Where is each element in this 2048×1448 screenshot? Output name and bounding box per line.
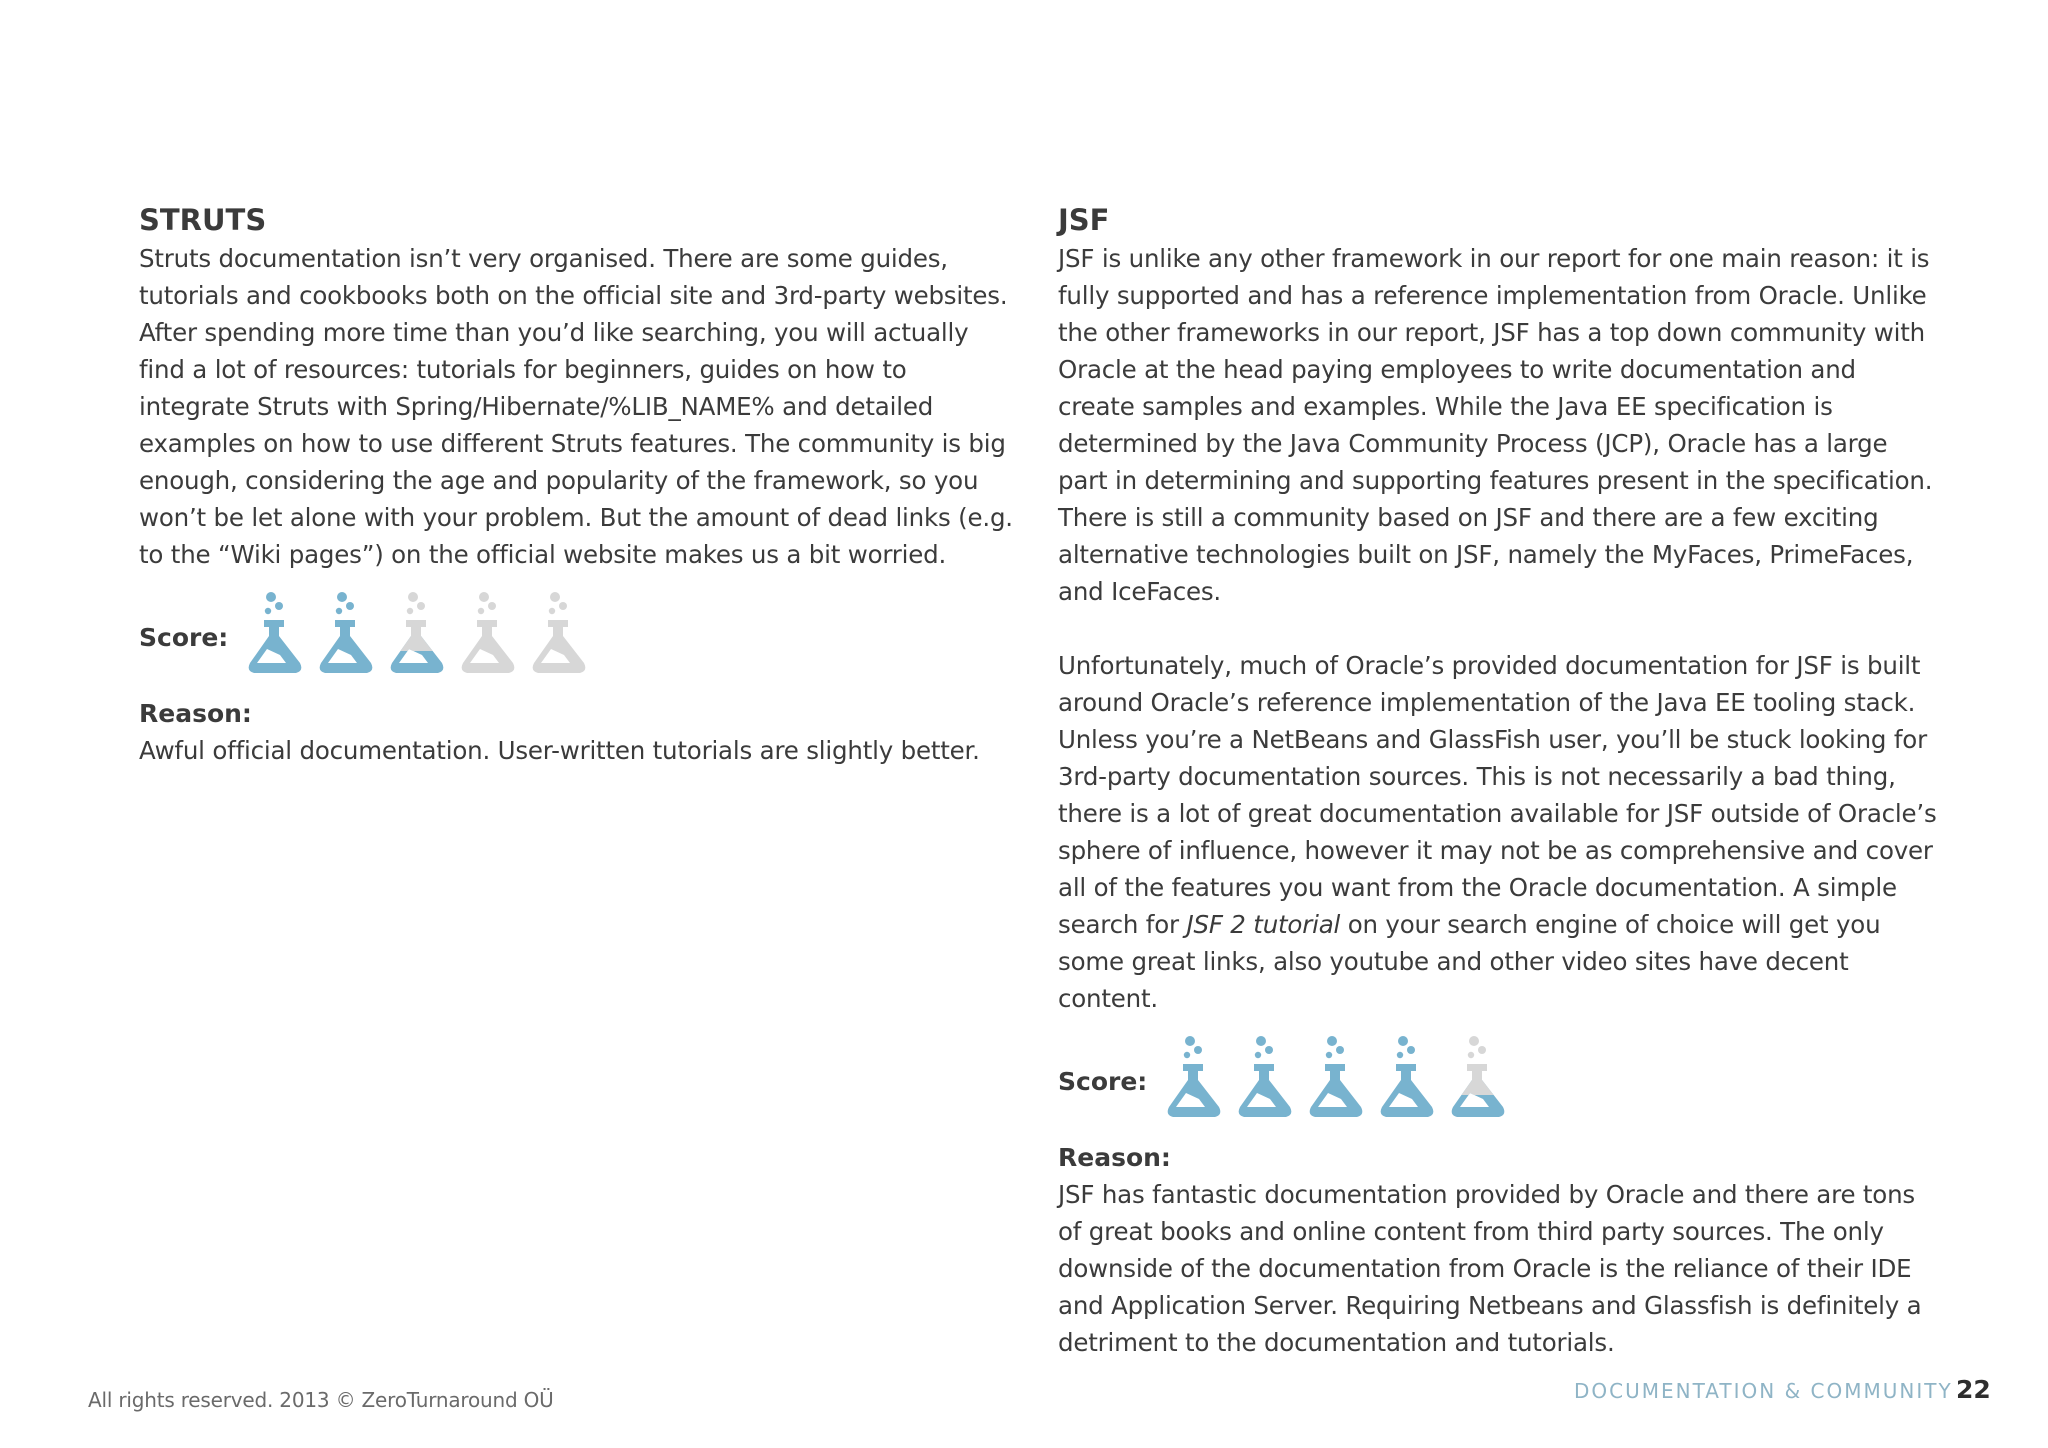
flask-icon bbox=[244, 591, 306, 675]
flask-icon bbox=[1376, 1035, 1438, 1119]
struts-reason-text: Awful official documentation. User-written tutorials are slightly better. bbox=[139, 736, 980, 765]
jsf-paragraph-1: JSF is unlike any other framework in our report for one main reason: it is fully supported and has a reference implementation from Oracle. Unlike the other frameworks in our report, JSF has a top down community with Oracle at the head paying employees to write documentation and create samples and examples. While the Java EE specification is determined by the Java Community Process (JCP), Oracle has a large part in determining and supporting features present in the specification. There is still a community based on JSF and there are a few exciting alternative technologies built on JSF, namely the MyFaces, PrimeFaces, and IceFaces. bbox=[1058, 244, 1933, 606]
flask-icon bbox=[386, 591, 448, 675]
jsf-paragraph-2-start: Unfortunately, much of Oracle’s provided documentation for JSF is built around Oracle’s reference implementation of the Java EE tooling stack. Unless you’re a NetBeans and GlassFish user, you’ll be stuck looking for 3rd-party documentation sources. This is not necessarily a bad thing, there is a lot of great documentation available for JSF outside of Oracle’s sphere of influence, however it may not be as comprehensive and cover all of the features you want from the Oracle documentation. A simple search for bbox=[1058, 651, 1937, 939]
footer-section-name: DOCUMENTATION & COMMUNITY bbox=[1574, 1379, 1953, 1403]
flask-icon bbox=[1447, 1035, 1509, 1119]
struts-title: STRUTS bbox=[139, 203, 267, 237]
jsf-title: JSF bbox=[1058, 203, 1110, 237]
flask-icon bbox=[457, 591, 519, 675]
footer-copyright: All rights reserved. 2013 © ZeroTurnaround OÜ bbox=[88, 1388, 554, 1412]
struts-paragraph: Struts documentation isn’t very organised. There are some guides, tutorials and cookbooks both on the official site and 3rd-party websites. After spending more time than you’d like searching, you will actually find a lot of resources: tutorials for beginners, guides on how to integrate Struts with Spring/Hibernate/%LIB_NAME% and detailed examples on how to use different Struts features. The community is big enough, considering the age and popularity of the framework, so you won’t be let alone with your problem. But the amount of dead links (e.g. to the “Wiki pages”) on the official website makes us a bit worried. bbox=[139, 244, 1013, 569]
jsf-score-row bbox=[1058, 1035, 1938, 1119]
struts-reason-label: Reason: bbox=[139, 699, 252, 728]
flask-icon bbox=[1163, 1035, 1225, 1119]
page-number: 22 bbox=[1956, 1375, 1991, 1404]
flask-icon bbox=[528, 591, 590, 675]
jsf-reason-label: Reason: bbox=[1058, 1143, 1171, 1172]
paragraph-spacer bbox=[1058, 610, 1938, 647]
struts-score-label: Score: bbox=[139, 623, 229, 652]
flask-icon bbox=[1305, 1035, 1367, 1119]
jsf-score-label: Score: bbox=[1058, 1067, 1148, 1096]
jsf-section bbox=[1058, 200, 1938, 1361]
jsf-paragraph-2-emphasis: JSF 2 tutorial bbox=[1186, 910, 1341, 939]
flask-icon bbox=[315, 591, 377, 675]
struts-score-row bbox=[139, 591, 1019, 675]
struts-section bbox=[139, 200, 1019, 769]
struts-score-flasks bbox=[244, 591, 599, 675]
flask-icon bbox=[1234, 1035, 1296, 1119]
jsf-paragraph-2-end: on your search engine of choice will get you some great links, also youtube and other video sites have decent content. bbox=[1058, 910, 1881, 1013]
jsf-score-flasks bbox=[1163, 1035, 1518, 1119]
jsf-paragraph-2 bbox=[1058, 647, 1938, 1017]
jsf-reason-text: JSF has fantastic documentation provided by Oracle and there are tons of great books and online content from third party sources. The only downside of the documentation from Oracle is the reliance of their IDE and Application Server. Requiring Netbeans and Glassfish is definitely a detriment to the documentation and tutorials. bbox=[1058, 1180, 1922, 1357]
